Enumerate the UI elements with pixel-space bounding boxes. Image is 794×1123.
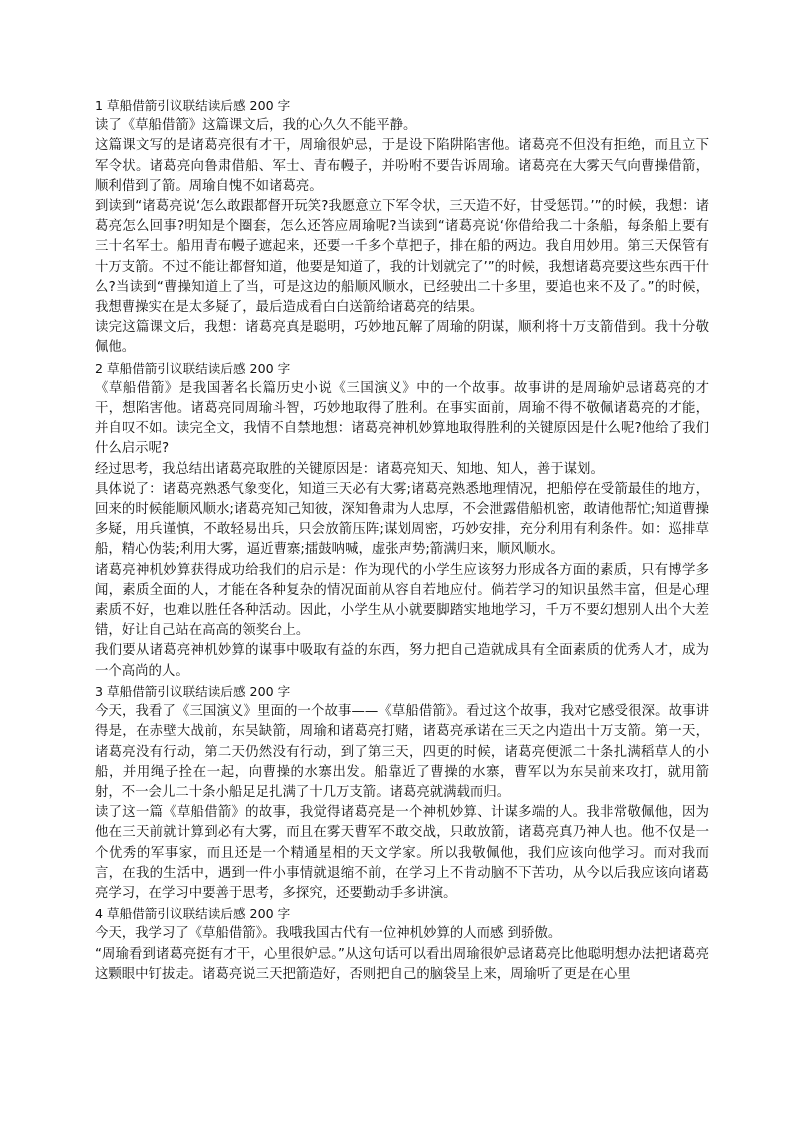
section-4 xyxy=(95,904,709,985)
paragraph: 读完这篇课文后，我想：诸葛亮真是聪明，巧妙地瓦解了周瑜的阴谋，顺利将十万支箭借到。我十分敬佩他。 xyxy=(95,320,709,356)
section-heading: 3 草船借箭引议联结读后感 200 字 xyxy=(95,683,291,699)
paragraph: “周瑜看到诸葛亮挺有才干，心里很妒忌。”从这句话可以看出周瑜很妒忌诸葛亮比他聪明想办法把诸葛亮这颗眼中钉拔走。诸葛亮说三天把箭造好，否则把自己的脑袋呈上来，周瑜听了更是在心里 xyxy=(95,946,709,982)
section-1 xyxy=(95,96,709,359)
paragraph: 《草船借箭》是我国著名长篇历史小说《三国演义》中的一个故事。故事讲的是周瑜妒忌诸葛亮的才干，想陷害他。诸葛亮同周瑜斗智，巧妙地取得了胜利。在事实面前，周瑜不得不敬佩诸葛亮的才能，并自叹不如。读完全文，我情不自禁地想：诸葛亮神机妙算地取得胜利的关键原因是什么呢?他给了我们什么启示呢? xyxy=(95,380,709,457)
paragraph: 今天，我看了《三国演义》里面的一个故事——《草船借箭》。看过这个故事，我对它感受很深。故事讲得是，在赤壁大战前，东吴缺箭，周瑜和诸葛亮打赌，诸葛亮承诺在三天之内造出十万支箭。第一天，诸葛亮没有行动，第二天仍然没有行动，到了第三天，四更的时候，诸葛亮便派二十条扎满稻草人的小船，并用绳子拴在一起，向曹操的水寨出发。船靠近了曹操的水寨，曹军以为东吴前来攻打，就用箭射，不一会儿二十条小船足足扎满了十几万支箭。诸葛亮就满载而归。 xyxy=(95,704,709,800)
paragraph: 这篇课文写的是诸葛亮很有才干，周瑜很妒忌，于是设下陷阱陷害他。诸葛亮不但没有拒绝，而且立下军令状。诸葛亮向鲁肃借船、军士、青布幔子，并吩咐不要告诉周瑜。诸葛亮在大雾天气向曹操借箭，顺利借到了箭。周瑜自愧不如诸葛亮。 xyxy=(95,138,709,194)
paragraph: 具体说了：诸葛亮熟悉气象变化，知道三天必有大雾;诸葛亮熟悉地理情况，把船停在受箭最佳的地方，回来的时候能顺风顺水;诸葛亮知己知彼，深知鲁肃为人忠厚，不会泄露借船机密，敢请他帮忙;知道曹操多疑，用兵谨慎，不敢轻易出兵，只会放箭压阵;谋划周密，巧妙安排，充分利用有利条件。如：巡排草船，精心伪装;利用大雾，逼近曹寨;擂鼓呐喊，虚张声势;箭满归来，顺风顺水。 xyxy=(95,481,709,558)
section-3 xyxy=(95,682,709,904)
section-2 xyxy=(95,359,709,682)
paragraph: 诸葛亮神机妙算获得成功给我们的启示是：作为现代的小学生应该努力形成各方面的素质，只有博学多闻，素质全面的人，才能在各种复杂的情况面前从容自若地应付。倘若学习的知识虽然丰富，但是心理素质不好，也难以胜任各种活动。因此，小学生从小就要脚踏实地地学习，千万不要幻想别人出个大差错，好让自己站在高高的领奖台上。 xyxy=(95,562,709,639)
paragraph: 到读到“诸葛亮说‘怎么敢跟都督开玩笑?我愿意立下军令状，三天造不好，甘受惩罚。’”的时候，我想：诸葛亮怎么回事?明知是个圈套，怎么还答应周瑜呢?当读到“诸葛亮说‘你借给我二十条船，每条船上要有三十名军士。船用青布幔子遮起来，还要一千多个草把子，排在船的两边。我自用妙用。第三天保管有十万支箭。不过不能让都督知道，他要是知道了，我的计划就完了’”的时候，我想诸葛亮要这些东西干什么?当读到“曹操知道上了当，可是这边的船顺风顺水，已经驶出二十多里，要追也来不及了。”的时候，我想曹操实在是太多疑了，最后造成看白白送箭给诸葛亮的结果。 xyxy=(95,199,709,316)
paragraph: 我们要从诸葛亮神机妙算的谋事中吸取有益的东西，努力把自己造就成具有全面素质的优秀人才，成为一个高尚的人。 xyxy=(95,643,709,679)
section-heading: 1 草船借箭引议联结读后感 200 字 xyxy=(95,98,291,113)
paragraph: 今天，我学习了《草船借箭》。我哦我国古代有一位神机妙算的人而感 到骄傲。 xyxy=(95,926,562,942)
section-heading: 4 草船借箭引议联结读后感 200 字 xyxy=(95,906,291,922)
section-heading: 2 草船借箭引议联结读后感 200 字 xyxy=(95,360,291,376)
paragraph: 读了这一篇《草船借箭》的故事，我觉得诸葛亮是一个神机妙算、计谋多端的人。我非常敬佩他，因为他在三天前就计算到必有大雾，而且在雾天曹军不敢交战，只敢放箭，诸葛亮真乃神人也。他不仅是一个优秀的军事家，而且还是一个精通星相的天文学家。所以我敬佩他，我们应该向他学习。而对我而言，在我的生活中，遇到一件小事情就退缩不前，在学习上不肯动脑不下苦功，从今以后我应该向诸葛亮学习，在学习中要善于思考，多探究，还要勤动手多讲演。 xyxy=(95,805,709,901)
paragraph: 读了《草船借箭》这篇课文后，我的心久久不能平静。 xyxy=(95,118,417,134)
paragraph: 经过思考，我总结出诸葛亮取胜的关键原因是：诸葛亮知天、知地、知人，善于谋划。 xyxy=(95,461,604,477)
document-body xyxy=(95,96,709,985)
